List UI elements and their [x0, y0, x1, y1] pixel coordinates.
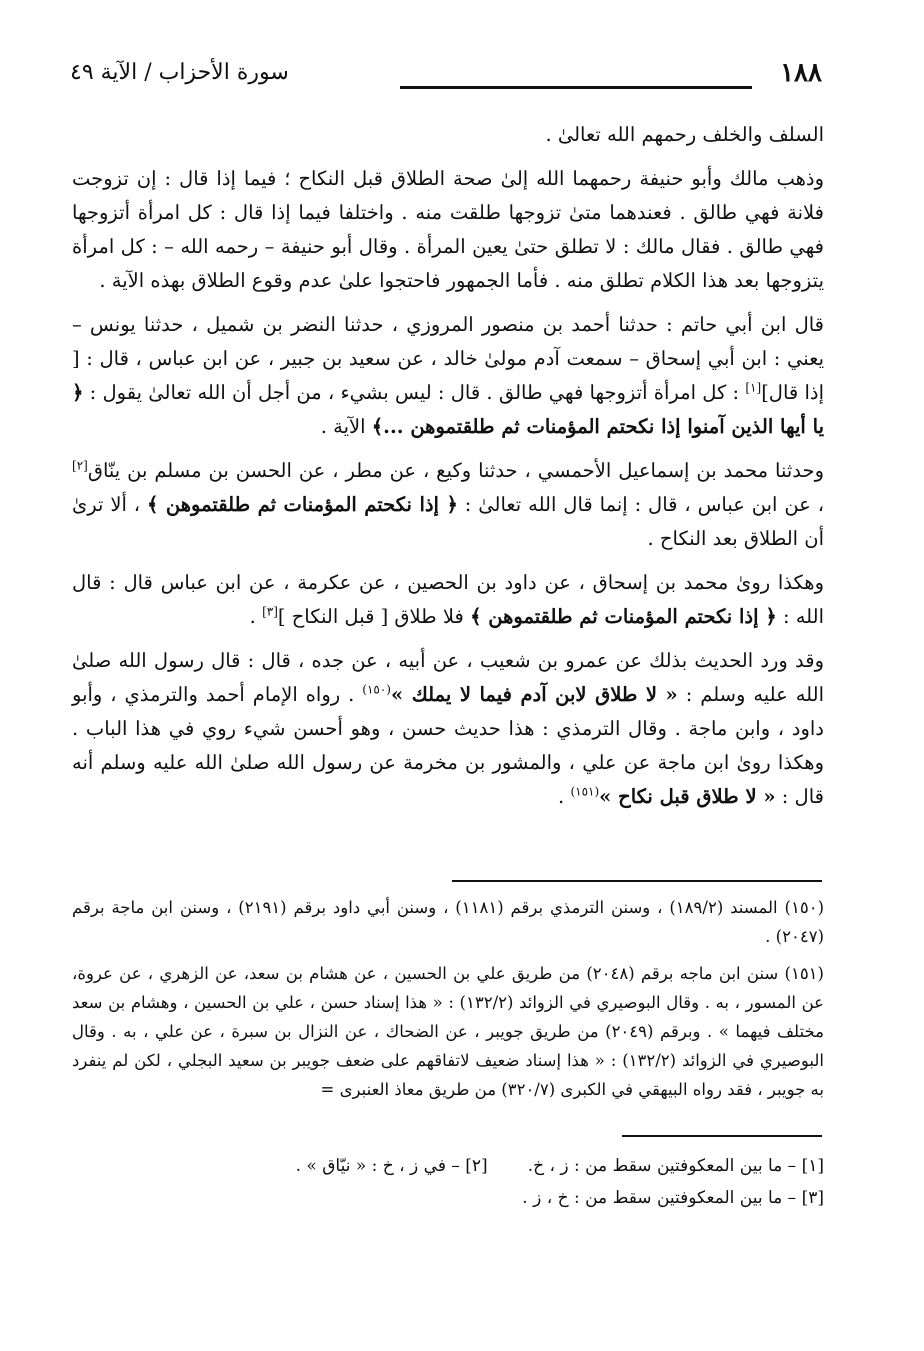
editor-note-1: [١] – ما بين المعكوفتين سقط من : ز ، خ.: [527, 1156, 824, 1176]
hadith-quote: « لا طلاق قبل نكاح »: [599, 785, 776, 808]
hadith-quote: « لا طلاق لابن آدم فيما لا يملك »: [390, 683, 678, 706]
footnotes: [72, 893, 824, 1112]
paragraph: السلف والخلف رحمهم الله تعالىٰ .: [545, 123, 824, 146]
editor-note-3: [٣] – ما بين المعكوفتين سقط من : خ ، ز .: [522, 1188, 824, 1208]
paragraph-text: ، ألا ترىٰ أن الطلاق بعد النكاح .: [72, 493, 824, 550]
quran-quote: ﴿ إذا نكحتم المؤمنات ثم طلقتموهن ﴾: [146, 493, 458, 516]
paragraph-text: : كل امرأة أتزوجها فهي طالق . قال : ليس بشيء ، من أجل أن الله تعالىٰ يقول :: [83, 381, 746, 404]
paragraph-text: . رواه الإمام أحمد والترمذي ، وأبو داود ، وابن ماجة . وقال الترمذي : هذا حديث حسن ، وهو أحسن شيء روي في هذا الباب . وهكذا روىٰ ابن ماجة عن علي ، والمشور بن مخرمة عن رسول الله صلىٰ الله عليه وسلم أنه قال :: [72, 683, 824, 808]
page-header: [70, 58, 822, 98]
quran-quote: ﴿ إذا نكحتم المؤمنات ثم طلقتموهن ﴾: [470, 605, 777, 628]
footnote-divider: [452, 880, 822, 882]
paragraph: وذهب مالك وأبو حنيفة رحمهما الله إلىٰ صحة الطلاق قبل النكاح ؛ فيما إذا قال : إن تزوجت فلانة فهي طالق . فعندهما متىٰ تزوجها طلقت منه . واختلفا فيما إذا قال : كل امرأة أتزوجها فهي طالق . فقال مالك : لا تطلق حتىٰ يعين المرأة . وقال أبو حنيفة – رحمه الله – : كل امرأة يتزوجها بعد هذا الكلام تطلق منه . فأما الجمهور فاحتجوا علىٰ عدم وقوع الطلاق بهذه الآية .: [72, 167, 824, 292]
editor-notes: [72, 1150, 824, 1214]
paragraph-text: وقد ورد الحديث بذلك عن عمرو بن شعيب ، عن أبيه ، عن جده ، قال : قال رسول الله صلىٰ الله عليه وسلم :: [72, 649, 824, 706]
footnote-marker: (١٥١): [570, 784, 600, 799]
editor-notes-row: [72, 1150, 824, 1182]
header-rule: [400, 86, 752, 89]
paragraph-text: وهكذا روىٰ محمد بن إسحاق ، عن داود بن الحصين ، عن عكرمة ، عن ابن عباس قال : قال الله :: [72, 571, 824, 628]
running-title: سورة الأحزاب / الآية ٤٩: [70, 60, 289, 85]
paragraph: [72, 454, 824, 556]
paragraph-text: .: [249, 605, 263, 628]
paragraph-text: فلا طلاق [ قبل النكاح ]: [277, 605, 471, 628]
editor-note-marker: [٣]: [262, 604, 278, 619]
paragraph-text: .: [558, 785, 571, 808]
main-text: [72, 118, 824, 824]
paragraph: [72, 566, 824, 634]
footnote-151: (١٥١) سنن ابن ماجه برقم (٢٠٤٨) من طريق علي بن الحسين ، عن هشام بن سعد، عن الزهري ، عن عروة، عن المسور ، به . وقال البوصيري في الزوائد (١٣٢/٢) : « هذا إسناد حسن ، علي بن الحسين ، وهشام بن سعد مختلف فيهما » . وبرقم (٢٠٤٩) من طريق جويبر ، عن الضحاك ، عن النزال بن سبرة ، عن علي ، به . وقال البوصيري في الزوائد (١٣٢/٢) : « هذا إسناد ضعيف لاتفاقهم على ضعف جويبر بن سعيد البجلي ، لكن لم ينفرد به جويبر ، فقد رواه البيهقي في الكبرى (٣٢٠/٧) من طريق معاذ العنبرى =: [72, 964, 825, 1099]
footnote-150: (١٥٠) المسند (١٨٩/٢) ، وسنن الترمذي برقم (١١٨١) ، وسنن أبي داود برقم (٢١٩١) ، وسنن ابن ماجة برقم (٢٠٤٧) .: [72, 898, 824, 946]
paragraph: [72, 644, 824, 814]
editor-note-marker: [١]: [745, 380, 762, 395]
footnote-marker: (١٥٠): [362, 682, 391, 697]
paragraph-text: ، عن ابن عباس ، قال : إنما قال الله تعالىٰ :: [457, 493, 825, 516]
editor-notes-divider: [622, 1135, 822, 1137]
page-number: ١٨٨: [780, 58, 822, 88]
editor-note-2: [٢] – في ز ، خ : « نيّاق » .: [295, 1156, 488, 1176]
paragraph-text: قال ابن أبي حاتم : حدثنا أحمد بن منصور المروزي ، حدثنا النضر بن شميل ، حدثنا يونس – يعني : ابن أبي إسحاق – سمعت آدم مولىٰ خالد ، عن سعيد بن جبير ، عن ابن عباس ، قال : [ إذا قال]: [72, 313, 824, 404]
paragraph: [72, 308, 824, 444]
paragraph-text: وحدثنا محمد بن إسماعيل الأحمسي ، حدثنا وكيع ، عن مطر ، عن الحسن بن مسلم بن ينّاق: [87, 459, 824, 482]
paragraph-text: الآية .: [320, 415, 372, 438]
quran-quote: ﴿ يا أيها الذين آمنوا إذا نكحتم المؤمنات ثم طلقتموهن ...﴾: [72, 381, 824, 438]
editor-note-marker: [٢]: [72, 458, 88, 473]
